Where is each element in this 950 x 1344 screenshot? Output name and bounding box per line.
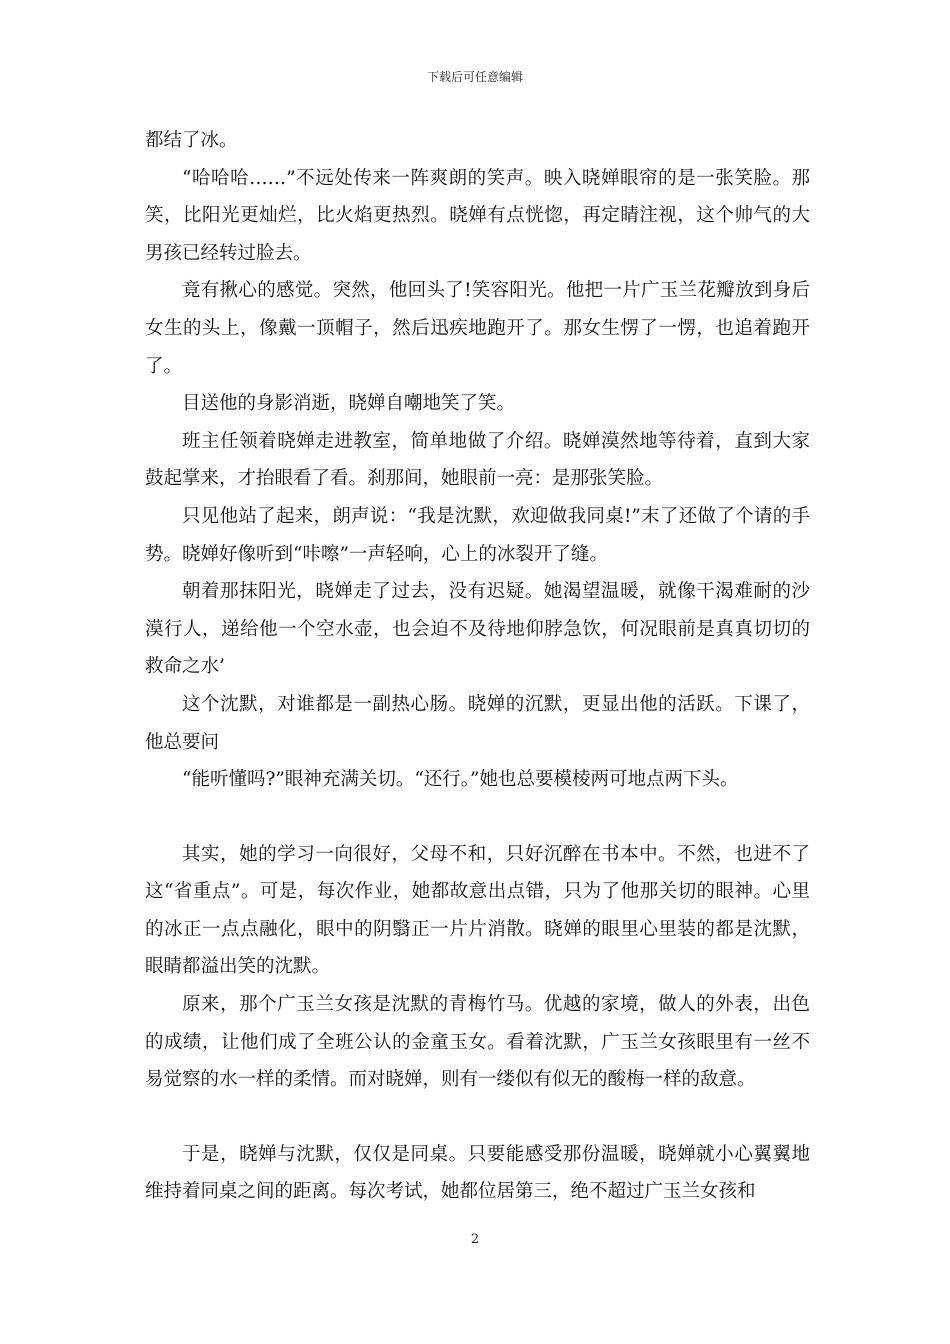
paragraph-4: 目送他的身影消逝，晓婵自嘲地笑了笑。	[182, 393, 516, 415]
paragraph-1: 都结了冰。	[145, 130, 238, 151]
paragraph-10: 其实，她的学习一向很好，父母不和，只好沉醉在书本中。不然，也进不了这“省重点”。可是，每次作业，她都故意出点错，只为了他那关切的眼神。心里的冰正一点点融化，眼中的阴翳正一片片消散。晓婵的眼里心里装的都是沈默，眼睛都溢出笑的沈默。	[145, 843, 810, 978]
paragraph-2: “哈哈哈……”不远处传来一阵爽朗的笑声。映入晓婵眼帘的是一张笑脸。那笑，比阳光更灿烂，比火焰更热烈。晓婵有点恍惚，再定睛注视，这个帅气的大男孩已经转过脸去。	[145, 167, 810, 264]
paragraph-11: 原来，那个广玉兰女孩是沈默的青梅竹马。优越的家境，做人的外表，出色的成绩，让他们成了全班公认的金童玉女。看着沈默，广玉兰女孩眼里有一丝不易觉察的水一样的柔情。而对晓婵，则有一缕似有似无的酸梅一样的敌意。	[145, 994, 810, 1091]
paragraph-8: 这个沈默，对谁都是一副热心肠。晓婵的沉默，更显出他的活跃。下课了，他总要问	[145, 693, 810, 753]
paragraph-5: 班主任领着晓婵走进教室，简单地做了介绍。晓婵漠然地等待着，直到大家鼓起掌来，才抬眼看了看。刹那间，她眼前一亮：是那张笑脸。	[145, 430, 810, 490]
paragraph-6: 只见他站了起来，朗声说：“我是沈默，欢迎做我同桌!”末了还做了个请的手势。晓婵好像听到“咔嚓”一声轻响，心上的冰裂开了缝。	[145, 505, 810, 565]
page-number: 2	[470, 1232, 480, 1247]
paragraph-12: 于是，晓婵与沈默，仅仅是同桌。只要能感受那份温暖，晓婵就小心翼翼地维持着同桌之间的距离。每次考试，她都位居第三，绝不超过广玉兰女孩和	[145, 1143, 810, 1203]
paragraph-7: 朝着那抹阳光，晓婵走了过去，没有迟疑。她渴望温暖，就像干渴难耐的沙漠行人，递给他一个空水壶，也会迫不及待地仰脖急饮，何况眼前是真真切切的救命之水’	[145, 581, 810, 678]
document-body	[145, 122, 810, 1211]
paragraph-9: “能听懂吗?”眼神充满关切。“还行。”她也总要模棱两可地点两下头。	[182, 769, 739, 791]
page-header: 下载后可任意编辑	[426, 70, 523, 84]
paragraph-3: 竟有揪心的感觉。突然，他回头了!笑容阳光。他把一片广玉兰花瓣放到身后女生的头上，像戴一顶帽子，然后迅疾地跑开了。那女生愣了一愣，也追着跑开了。	[145, 280, 810, 377]
